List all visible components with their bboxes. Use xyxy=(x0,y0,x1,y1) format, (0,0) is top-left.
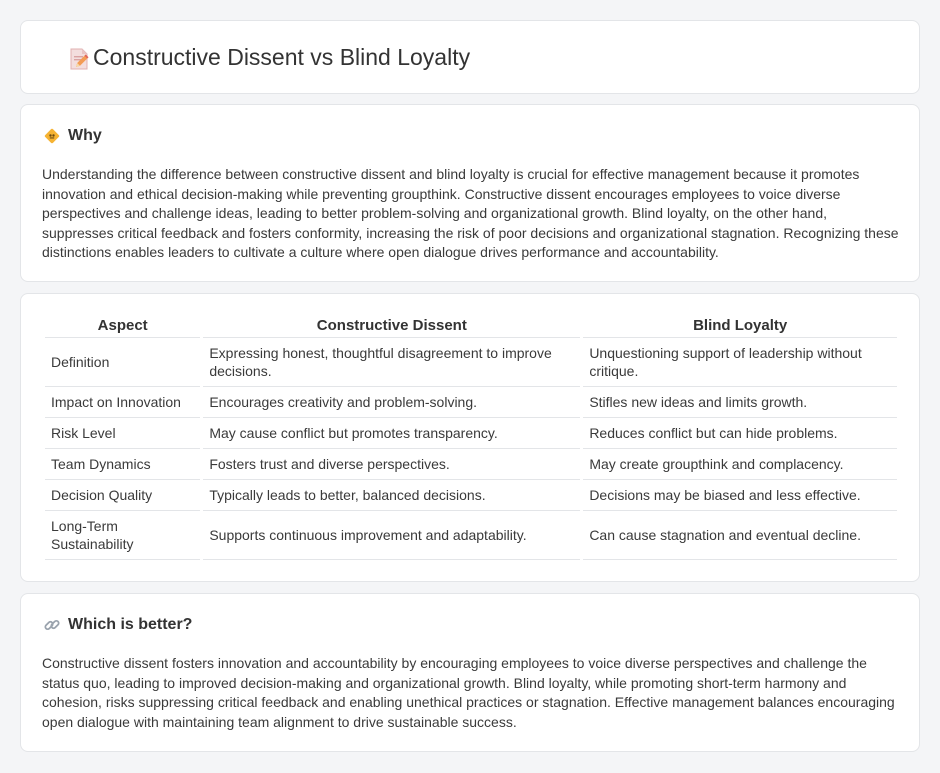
diamond-sign-icon xyxy=(43,127,61,145)
which-is-better-section xyxy=(20,593,920,752)
dissent-cell: Typically leads to better, balanced decisions. xyxy=(203,480,580,511)
table-row xyxy=(45,480,897,511)
title-card xyxy=(20,20,920,94)
loyalty-cell: May create groupthink and complacency. xyxy=(583,449,897,480)
aspect-cell: Decision Quality xyxy=(45,480,200,511)
which-is-better-body: Constructive dissent fosters innovation and accountability by encouraging employees to voice diverse perspectives and challenge the status quo, leading to improved decision-making and organizational growth. Blind loyalty, while promoting short-term harmony and cohesion, risks suppressing critical feedback and enabling unethical practices or stagnation. Effective management balances encouraging open dialogue with maintaining team alignment to drive sustainable success. xyxy=(42,655,895,730)
dissent-cell: Encourages creativity and problem-solving. xyxy=(203,387,580,418)
dissent-cell: Supports continuous improvement and adaptability. xyxy=(203,511,580,560)
why-body: Understanding the difference between constructive dissent and blind loyalty is crucial for effective management because it promotes innovation and ethical decision-making while preventing groupthink. Constructive dissent encourages employees to voice diverse perspectives and challenge ideas, leading to better problem-solving and organizational growth. Blind loyalty, on the other hand, suppresses critical feedback and fosters conformity, increasing the risk of poor decisions and organizational stagnation. Recognizing these distinctions enables leaders to cultivate a culture where open dialogue drives performance and accountability. xyxy=(42,166,899,261)
comparison-table-card xyxy=(20,293,920,582)
dissent-cell: Fosters trust and diverse perspectives. xyxy=(203,449,580,480)
why-heading: Why xyxy=(68,127,102,144)
which-is-better-heading: Which is better? xyxy=(68,616,193,633)
why-section xyxy=(20,104,920,282)
link-icon xyxy=(43,616,61,634)
document-pencil-icon xyxy=(67,47,91,71)
loyalty-cell: Can cause stagnation and eventual decline. xyxy=(583,511,897,560)
aspect-cell: Risk Level xyxy=(45,418,200,449)
header-constructive-dissent: Constructive Dissent xyxy=(203,314,580,338)
dissent-cell: Expressing honest, thoughtful disagreement to improve decisions. xyxy=(203,338,580,387)
aspect-cell: Definition xyxy=(45,338,200,387)
header-blind-loyalty: Blind Loyalty xyxy=(583,314,897,338)
aspect-cell: Long-Term Sustainability xyxy=(45,511,200,560)
table-row xyxy=(45,418,897,449)
loyalty-cell: Reduces conflict but can hide problems. xyxy=(583,418,897,449)
aspect-cell: Team Dynamics xyxy=(45,449,200,480)
table-row xyxy=(45,338,897,387)
aspect-cell: Impact on Innovation xyxy=(45,387,200,418)
loyalty-cell: Decisions may be biased and less effective. xyxy=(583,480,897,511)
dissent-cell: May cause conflict but promotes transparency. xyxy=(203,418,580,449)
header-aspect: Aspect xyxy=(45,314,200,338)
comparison-table xyxy=(42,314,900,560)
loyalty-cell: Unquestioning support of leadership without critique. xyxy=(583,338,897,387)
loyalty-cell: Stifles new ideas and limits growth. xyxy=(583,387,897,418)
table-header-row xyxy=(45,314,897,338)
table-row xyxy=(45,511,897,560)
page-title: Constructive Dissent vs Blind Loyalty xyxy=(93,44,471,70)
table-row xyxy=(45,387,897,418)
table-row xyxy=(45,449,897,480)
